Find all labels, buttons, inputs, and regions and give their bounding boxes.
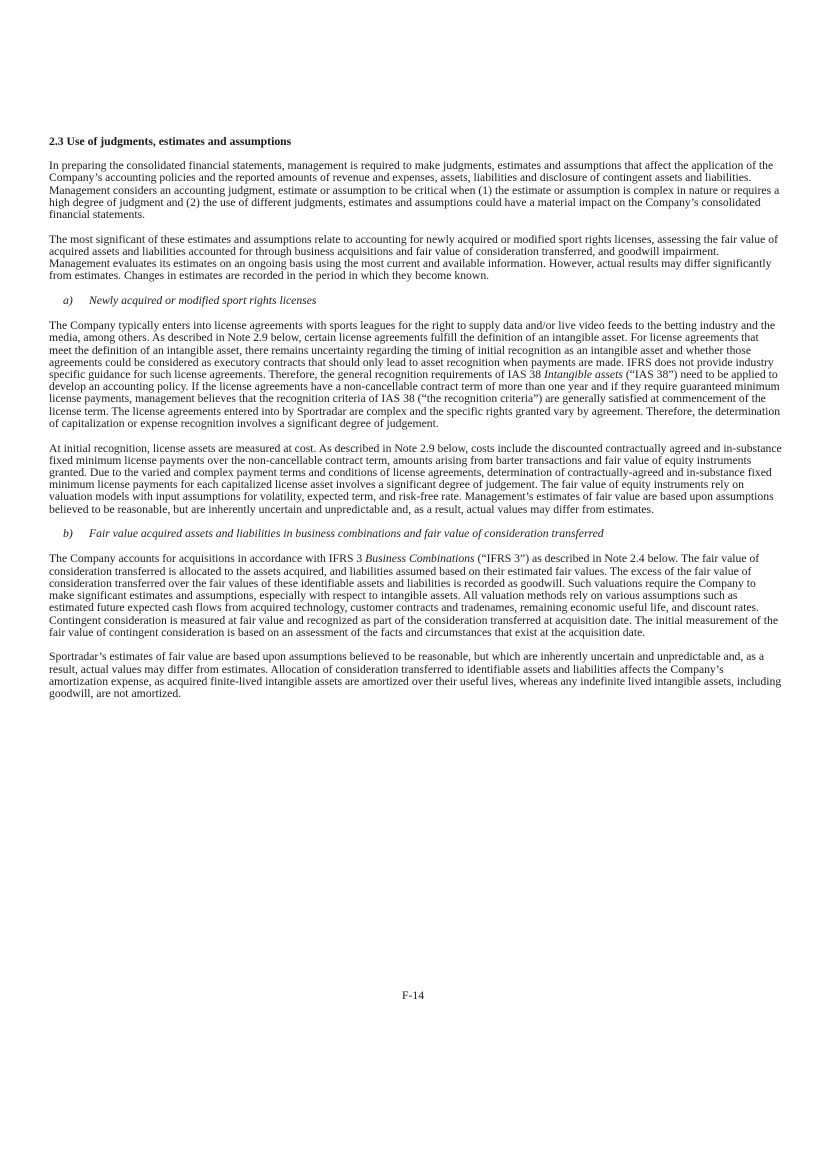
ifrs3-title: Business Combinations [365, 552, 475, 566]
paragraph-acquisitions-text-1: The Company accounts for acquisitions in accordance with IFRS 3 [49, 552, 366, 566]
paragraph-significant-estimates: The most significant of these estimates and assumptions relate to accounting for newly acquired or modified sport rights licenses, assessing the fair value of acquired assets and liabilities accounted for through business acquisitions and fair value of consideration transferred, and goodwill impairment. Management evaluates its estimates on an ongoing basis using the most current and available information. However, actual results may differ significantly from estimates. Changes in estimates are recorded in the period in which they become known. [49, 232, 778, 283]
subsection-b-heading [49, 528, 783, 540]
subsection-a-heading [49, 295, 783, 307]
ias38-title: Intangible assets [544, 368, 623, 382]
paragraph-acquisitions-text-2: (“IFRS 3”) as described in Note 2.4 below. The fair value of consideration transferred is allocated to the assets acquired, and liabilities assumed based on their estimated fair values. The excess of the fair value of consideration transferred over the fair values of these identifiable assets and liabilities is recorded as goodwill. Such valuations require the Company to make significant estimates and assumptions, especially with respect to intangible assets. All valuation methods rely on various assumptions such as estimated future expected cash flows from acquired technology, customer contracts and tradenames, remaining economic useful life, and discount rates. Contingent consideration is measured at fair value and recognized as part of the consideration transferred at acquisition date. The initial measurement of the fair value of contingent consideration is based on an assessment of the facts and circumstances that exist at the acquisition date. [49, 552, 779, 639]
section-heading: 2.3 Use of judgments, estimates and assumptions [49, 135, 292, 148]
paragraph-license-agreements-text-2: (“IAS 38”) need to be applied to develop an accounting policy. If the license agreements have a non-cancellable contract term of more than one year and if they require guaranteed minimum license payments, management believes that the recognition criteria of IAS 38 (“the recognition criteria”) are generally satisfied at commencement of the license term. The license agreements entered into by Sportradar are complex and the specific rights granted vary by agreement. Therefore, the determination of capitalization or expense recognition involves a significant degree of judgement. [49, 368, 781, 430]
document-body [49, 136, 783, 713]
page-number: F-14 [401, 989, 425, 1002]
paragraph-fair-value-estimates: Sportradar’s estimates of fair value are based upon assumptions believed to be reasonable, but which are inherently uncertain and unpredictable and, as a result, actual values may differ from estimates. Allocation of consideration transferred to identifiable assets and liabilities affects the Company’s amortization expense, as acquired finite-lived intangible assets are amortized over their useful lives, whereas any indefinite lived intangible assets, including goodwill, are not amortized. [49, 650, 782, 701]
subsection-b-marker: b) [63, 527, 73, 541]
paragraph-license-agreements-text-1: The Company typically enters into license agreements with sports leagues for the right to supply data and/or live video feeds to the betting industry and the media, among others. As described in Note 2.9 below, certain license agreements fulfill the definition of an intangible asset. For license agreements that meet the definition of an intangible asset, there remains uncertainty regarding the timing of initial recognition as an intangible asset and whether those agreements could be considered as executory contracts that should only lead to asset recognition when payments are made. IFRS does not provide industry specific guidance for such license agreements. Therefore, the general recognition requirements of IAS 38 [49, 319, 776, 382]
paragraph-license-agreements [49, 320, 783, 430]
paragraph-acquisitions [49, 553, 783, 638]
subsection-a-marker: a) [63, 294, 73, 308]
subsection-a-title: Newly acquired or modified sport rights licenses [89, 294, 317, 308]
paragraph-intro: In preparing the consolidated financial statements, management is required to make judgments, estimates and assumptions that affect the application of the Company’s accounting policies and the reported amounts of revenue and expenses, assets, liabilities and disclosure of contingent assets and liabilities. Management considers an accounting judgment, estimate or assumption to be critical when (1) the estimate or assumption is complex in nature or requires a high degree of judgment and (2) the use of different judgments, estimates and assumptions could have a material impact on the Company’s consolidated financial statements. [49, 159, 780, 222]
subsection-b-title: Fair value acquired assets and liabilities in business combinations and fair value of consideration transferred [89, 527, 604, 541]
paragraph-initial-recognition: At initial recognition, license assets are measured at cost. As described in Note 2.9 below, costs include the discounted contractually agreed and in-substance fixed minimum license payments over the non-cancellable contract term, amounts arising from barter transactions and fair value of equity instruments granted. Due to the varied and complex payment terms and conditions of license agreements, determination of contractually-agreed and in-substance fixed minimum license payments for each capitalized license asset involves a significant degree of judgement. The fair value of equity instruments rely on valuation models with input assumptions for volatility, expected term, and risk-free rate. Management’s estimates of fair value are based upon assumptions believed to be reasonable, but are inherently uncertain and unpredictable and, as a result, actual values may differ from estimates. [49, 441, 782, 516]
